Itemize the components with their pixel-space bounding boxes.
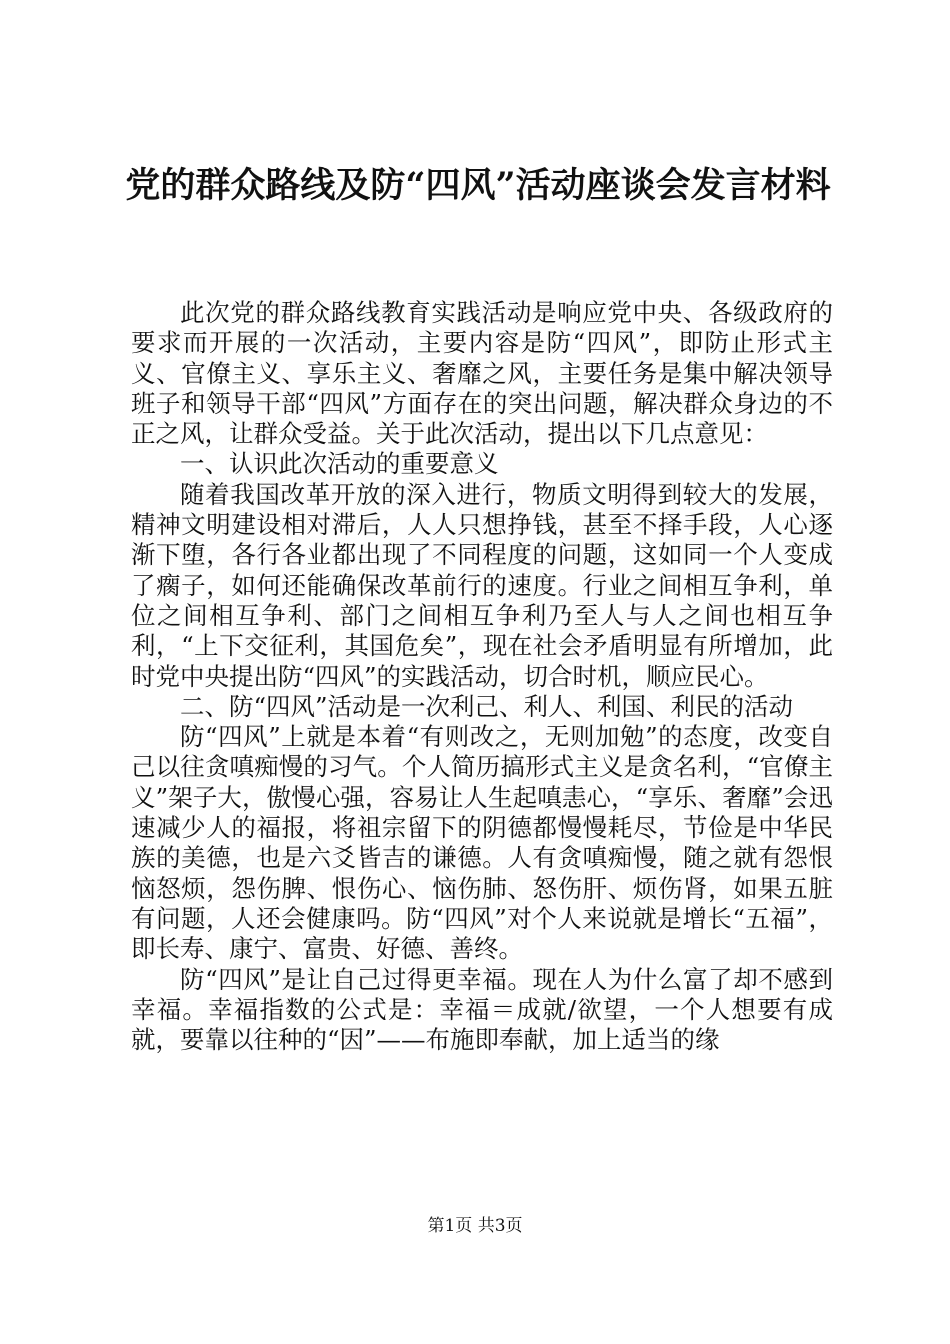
section-heading-2: 二、防“四风”活动是一次利己、利人、利国、利民的活动 (180, 691, 794, 721)
section-heading-1: 一、认识此次活动的重要意义 (180, 449, 499, 479)
page-number-footer: 第1页 共3页 (427, 1216, 523, 1236)
paragraph-section-2b: 防“四风”是让自己过得更幸福。现在人为什么富了却不感到幸福。幸福指数的公式是：幸福＝成就/欲望，一个人想要有成就，要靠以往种的“因”——布施即奉献，加上适当的缘 (131, 964, 833, 1055)
document-body (131, 298, 833, 1055)
paragraph-intro: 此次党的群众路线教育实践活动是响应党中央、各级政府的要求而开展的一次活动，主要内容是防“四风”，即防止形式主义、官僚主义、享乐主义、奢靡之风，主要任务是集中解决领导班子和领导干部“四风”方面存在的突出问题，解决群众身边的不正之风，让群众受益。关于此次活动，提出以下几点意见： (131, 298, 833, 449)
document-title: 党的群众路线及防“四风”活动座谈会发言材料 (125, 165, 831, 206)
paragraph-section-1: 随着我国改革开放的深入进行，物质文明得到较大的发展，精神文明建设相对滞后，人人只想挣钱，甚至不择手段，人心逐渐下堕，各行各业都出现了不同程度的问题，这如同一个人变成了瘸子，如何还能确保改革前行的速度。行业之间相互争利，单位之间相互争利、部门之间相互争利乃至人与人之间也相互争利，“上下交征利，其国危矣”，现在社会矛盾明显有所增加，此时党中央提出防“四风”的实践活动，切合时机，顺应民心。 (131, 479, 833, 691)
paragraph-section-2a: 防“四风”上就是本着“有则改之，无则加勉”的态度，改变自己以往贪嗔痴慢的习气。个人简历搞形式主义是贪名利，“官僚主义”架子大，傲慢心强，容易让人生起嗔恚心，“享乐、奢靡”会迅速减少人的福报，将祖宗留下的阴德都慢慢耗尽，节俭是中华民族的美德，也是六爻皆吉的谦德。人有贪嗔痴慢，随之就有怨恨恼怒烦，怨伤脾、恨伤心、恼伤肺、怒伤肝、烦伤肾，如果五脏有问题，人还会健康吗。防“四风”对个人来说就是增长“五福”，即长寿、康宁、富贵、好德、善终。 (131, 722, 833, 964)
